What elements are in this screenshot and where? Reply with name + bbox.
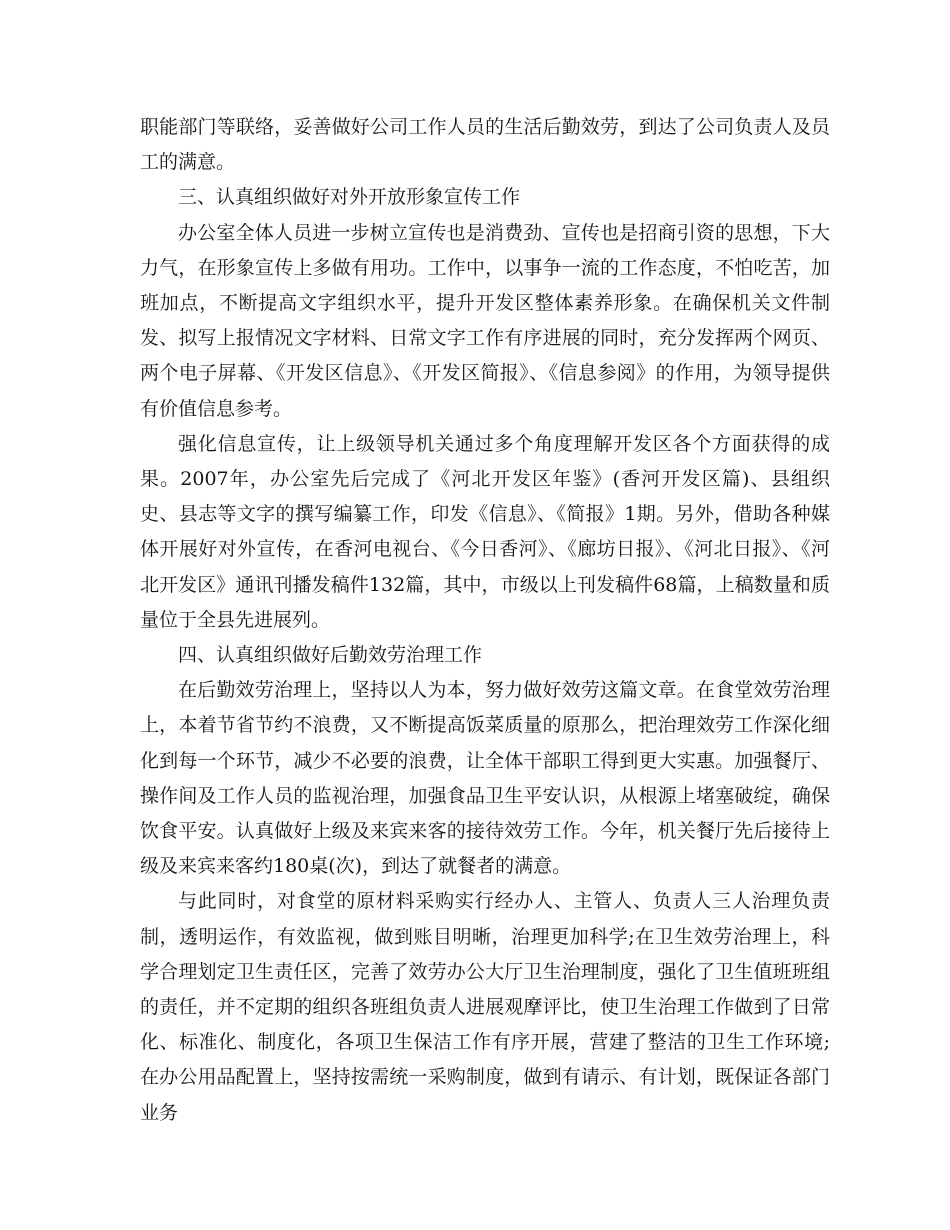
paragraph-information: 强化信息宣传，让上级领导机关通过多个角度理解开发区各个方面获得的成果。2007年，办公室先后完成了《河北开发区年鉴》(香河开发区篇)、县组织史、县志等文字的撰写编纂工作，印发《信息》、《简报》1期。另外，借助各种媒体开展好对外宣传，在香河电视台、《今日香河》、《廊坊日报》、《河北日报》、《河北开发区》通讯刊播发稿件132篇，其中，市级以上刊发稿件68篇，上稿数量和质量位于全县先进展列。 bbox=[140, 432, 830, 631]
paragraph-publicity: 办公室全体人员进一步树立宣传也是消费劲、宣传也是招商引资的思想，下大力气，在形象宣传上多做有用功。工作中，以事争一流的工作态度，不怕吃苦，加班加点，不断提高文字组织水平，提升开发区整体素养形象。在确保机关文件制发、拟写上报情况文字材料、日常文字工作有序进展的同时，充分发挥两个网页、两个电子屏幕、《开发区信息》、《开发区简报》、《信息参阅》的作用，为领导提供有价值信息参考。 bbox=[140, 221, 830, 420]
paragraph-continuation: 职能部门等联络，妥善做好公司工作人员的生活后勤效劳，到达了公司负责人及员工的满意。 bbox=[140, 116, 830, 174]
section-heading-4: 四、认真组织做好后勤效劳治理工作 bbox=[178, 644, 483, 667]
paragraph-canteen-hygiene: 与此同时，对食堂的原材料采购实行经办人、主管人、负责人三人治理负责制，透明运作，有效监视，做到账目明晰，治理更加科学;在卫生效劳治理上，科学合理划定卫生责任区，完善了效劳办公大厅卫生治理制度，强化了卫生值班班组的责任，并不定期的组织各班组负责人进展观摩评比，使卫生治理工作做到了日常化、标准化、制度化，各项卫生保洁工作有序开展，营建了整洁的卫生工作环境;在办公用品配置上，坚持按需统一采购制度，做到有请示、有计划，既保证各部门业务 bbox=[140, 890, 830, 1124]
section-heading-3: 三、认真组织做好对外开放形象宣传工作 bbox=[178, 186, 521, 209]
document-body bbox=[140, 110, 830, 1131]
paragraph-logistics: 在后勤效劳治理上，坚持以人为本，努力做好效劳这篇文章。在食堂效劳治理上，本着节省节约不浪费，又不断提高饭菜质量的原那么，把治理效劳工作深化细化到每一个环节，减少不必要的浪费，让全体干部职工得到更大实惠。加强餐厅、操作间及工作人员的监视治理，加强食品卫生平安认识，从根源上堵塞破绽，确保饮食平安。认真做好上级及来宾来客的接待效劳工作。今年，机关餐厅先后接待上级及来宾来客约180桌(次)，到达了就餐者的满意。 bbox=[140, 679, 830, 878]
